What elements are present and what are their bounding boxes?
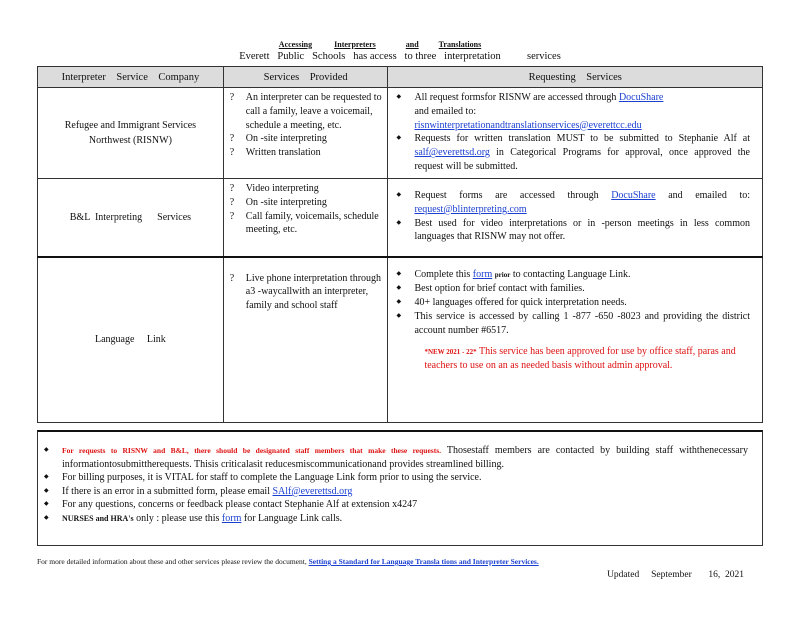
company-cell [38,179,224,257]
request-item: ◆ Best used for video interpretations or in -person meetings in less common languages that RISNW may not offer. [396,217,750,245]
table-row [38,179,763,257]
note-item: ◆ If there is an error in a submitted form, please email SAlf@everettsd.org [44,485,748,499]
request-item: ◆ 40+ languages offered for quick interpretation needs. [396,296,750,310]
service-item: ? Live phone interpretation through a3 -waycallwith an interpreter, family and school staff [230,272,384,313]
note-item: ◆ For any questions, concerns or feedback please contact Stephanie Alf at extension x4247 [44,498,748,512]
table-header-row [38,67,763,88]
company-cell [38,88,224,179]
request-item: ◆ Request forms are accessed through DocuShare and emailed to: request@blinterpreting.com [396,189,750,217]
footer: For more detailed information about these and other services please review the document, Setting a Standard for Language Transla tions and Interpreter Services. [37,557,539,566]
request-item: ◆ Requests for written translation MUST to be submitted to Stephanie Alf at salf@everettsd.org in Categorical Programs for approval, once approved the request will be submitted. [396,132,750,173]
service-item: ? On -site interpreting [230,132,384,146]
services-cell [223,88,388,179]
services-cell [223,257,388,423]
service-item: ? Written translation [230,146,384,160]
company-name: Language Link [94,334,166,346]
service-item: ? On -site interpreting [230,196,384,210]
services-cell [223,179,388,257]
column-header-services: Services Provided [223,67,388,88]
request-item: ◆ Best option for brief contact with families. [396,282,750,296]
service-item: ? An interpreter can be requested to call a family, leave a voicemail, schedule a meeting, etc. [230,91,384,132]
note-item: ◆ For billing purposes, it is VITAL for staff to complete the Language Link form prior to using the service. [44,471,748,485]
document-title: Accessing Interpreters and Translations [278,40,482,49]
services-table [37,66,763,423]
docushare-link[interactable]: DocuShare [618,92,664,103]
document-subtitle: Everett Public Schools has access to three interpretation services [239,51,561,62]
company-cell [38,257,224,423]
notes-box [37,430,763,546]
standard-document-link[interactable]: Setting a Standard for Language Transla tions and Interpreter Services. [308,557,539,566]
docushare-link[interactable]: DocuShare [611,190,656,201]
table-row [38,88,763,179]
salf-email-link[interactable]: salf@everettsd.org [414,147,490,159]
new-tag: *NEW 2021 - 22* [424,348,477,357]
company-name: Refugee and Immigrant Services Northwest (RISNW) [64,120,197,146]
company-name: B&L Interpreting Services [69,211,192,223]
risnw-email-link[interactable]: risnwinterpretationandtranslationservices@everettcc.edu [414,119,642,131]
requesting-cell [388,179,763,257]
bl-email-link[interactable]: request@blinterpreting.com [414,203,527,215]
requesting-cell [388,257,763,423]
requesting-cell [388,88,763,179]
request-item: ◆ Complete this form prior to contacting Language Link. [396,268,750,283]
note-item: ◆ For requests to RISNW and B&L, there should be designated staff members that make these requests. Thosestaff members are contacted by building staff withthenecessary informationtosubmittherequests. Thisis criticalasit reducesmiscommunicationand provides streamlined billing. [44,444,748,471]
service-item: ? Video interpreting [230,182,384,196]
language-link-form-link[interactable]: form [221,512,242,524]
column-header-requesting: Requesting Services [388,67,763,88]
salf-email-link[interactable]: SAlf@everettsd.org [272,485,353,497]
request-item: ◆ All request formsfor RISNW are accessed through DocuShare and emailed to: risnwinterpretationandtranslationservices@everettcc.edu [396,91,750,132]
language-link-form-link[interactable]: form [472,268,493,280]
table-row [38,257,763,423]
request-item: ◆ This service is accessed by calling 1 -877 -650 -8023 and providing the district account number #6517. [396,310,750,338]
new-notice: *NEW 2021 - 22* This service has been approved for use by office staff, paras and teachers to use on an as needed basis without admin approval. [424,346,736,372]
note-item: ◆ NURSES and HRA's only : please use this form for Language Link calls. [44,512,748,526]
service-item: ? Call family, voicemails, schedule meeting, etc. [230,210,384,238]
updated-date: Updated September 16, 2021 [607,570,744,580]
column-header-company: Interpreter Service Company [38,67,224,88]
